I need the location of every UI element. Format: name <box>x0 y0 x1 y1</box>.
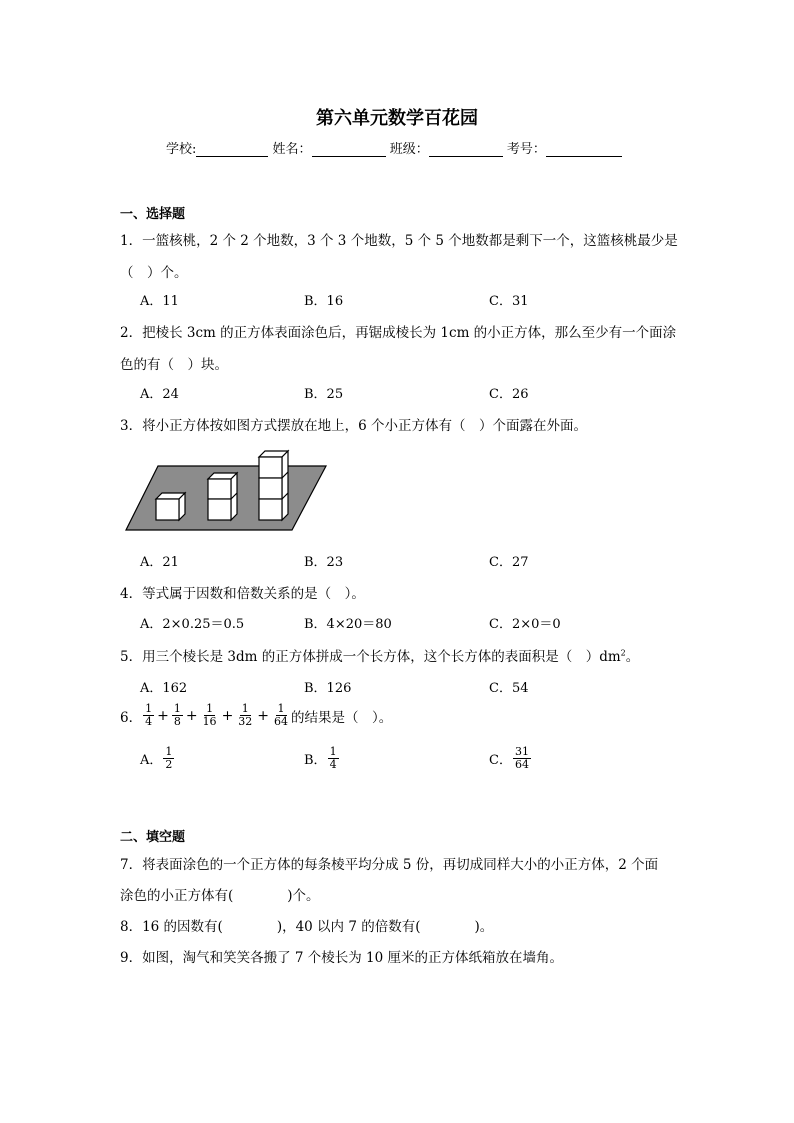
q6-fraction: $\frac{1}{64}$ <box>274 702 289 728</box>
q6-option-b-fraction: $\frac{1}{4}$ <box>329 745 337 771</box>
q7-line2: 涂色的小正方体有( )个。 <box>120 888 320 904</box>
cube-stack-3 <box>259 451 288 520</box>
q9-line1: 9．如图，淘气和笑笑各搬了 7 个棱长为 10 厘米的正方体纸箱放在墙角。 <box>120 950 564 966</box>
plus-sign: + <box>257 707 270 724</box>
cube-stack-1 <box>156 493 185 520</box>
q3-option-b[interactable]: B．23 <box>304 555 344 570</box>
student-info-line <box>166 138 622 157</box>
q4-line1: 4．等式属于因数和倍数关系的是（ ）。 <box>120 586 365 602</box>
name-label: 姓名： <box>272 142 312 157</box>
q6-option-b[interactable] <box>304 746 340 771</box>
q4-option-b[interactable]: B．4×20＝80 <box>304 617 392 632</box>
school-blank[interactable] <box>196 142 268 157</box>
class-blank[interactable] <box>429 142 503 157</box>
q5-line1 <box>120 645 639 665</box>
q3-option-c[interactable]: C．27 <box>489 555 529 570</box>
q1-line2: （ ）个。 <box>120 265 188 281</box>
q3-line1: 3．将小正方体按如图方式摆放在地上，6 个小正方体有（ ）个面露在外面。 <box>120 418 587 434</box>
q5-text-end: 。 <box>625 649 640 665</box>
q6-option-a-fraction: $\frac{1}{2}$ <box>165 745 173 771</box>
page-title: 第六单元数学百花园 <box>316 108 478 129</box>
q2-line2: 色的有（ ）块。 <box>120 357 228 373</box>
q6-suffix: 的结果是（ ）。 <box>291 709 393 726</box>
q4-option-a[interactable]: A．2×0.25＝0.5 <box>140 617 245 632</box>
q6-option-a-label: A． <box>140 753 163 768</box>
section-heading-fill-blank: 二、填空题 <box>120 830 186 845</box>
q6-option-c-fraction: $\frac{31}{64}$ <box>514 745 529 771</box>
q6-fraction: $\frac{1}{16}$ <box>202 702 217 728</box>
q5-option-b[interactable]: B．126 <box>304 681 352 696</box>
q6-fraction: $\frac{1}{32}$ <box>238 702 253 728</box>
plus-sign: + <box>157 707 169 724</box>
name-blank[interactable] <box>312 142 386 157</box>
section-heading-choice: 一、选择题 <box>120 207 186 222</box>
q7-line1: 7．将表面涂色的一个正方体的每条棱平均分成 5 份，再切成同样大小的小正方体，2 个面 <box>120 857 659 873</box>
class-label: 班级： <box>389 142 429 157</box>
q6-option-a[interactable] <box>140 746 175 771</box>
q2-line1: 2．把棱长 3cm 的正方体表面涂色后，再锯成棱长为 1cm 的小正方体，那么至少有一个面涂 <box>120 325 677 341</box>
exam-no-label: 考号： <box>506 142 546 157</box>
school-label: 学校: <box>166 142 197 157</box>
q5-option-a[interactable]: A．162 <box>140 681 188 696</box>
q1-option-c[interactable]: C．31 <box>489 294 529 309</box>
plus-sign: + <box>185 707 198 724</box>
q2-option-b[interactable]: B．25 <box>304 387 344 402</box>
q5-text: 5．用三个棱长是 3dm 的正方体拼成一个长方体，这个长方体的表面积是（ ）dm <box>120 649 621 665</box>
q6-option-b-label: B． <box>304 753 327 768</box>
cube-stack-2 <box>208 473 237 520</box>
q6-prefix: 6． <box>120 709 143 726</box>
q8-line1: 8．16 的因数有( )，40 以内 7 的倍数有( )。 <box>120 919 494 935</box>
q5-option-c[interactable]: C．54 <box>489 681 529 696</box>
q6-fraction: $\frac{1}{4}$ <box>145 702 153 728</box>
q6-option-c[interactable] <box>489 746 532 771</box>
exam-no-blank[interactable] <box>546 142 622 157</box>
q1-option-a[interactable]: A．11 <box>140 294 179 309</box>
q6-line1 <box>120 703 392 728</box>
q5-superscript: 2 <box>620 648 626 658</box>
q6-fraction: $\frac{1}{8}$ <box>173 702 181 728</box>
cube-arrangement-figure <box>122 444 332 536</box>
q2-option-c[interactable]: C．26 <box>489 387 529 402</box>
q1-line1: 1．一篮核桃，2 个 2 个地数，3 个 3 个地数，5 个 5 个地数都是剩下一个，这篮核桃最少是 <box>120 233 678 249</box>
plus-sign: + <box>221 707 234 724</box>
q4-option-c[interactable]: C．2×0＝0 <box>489 617 561 632</box>
q6-option-c-label: C． <box>489 753 512 768</box>
q1-option-b[interactable]: B．16 <box>304 294 344 309</box>
q3-option-a[interactable]: A．21 <box>140 555 179 570</box>
q2-option-a[interactable]: A．24 <box>140 387 179 402</box>
